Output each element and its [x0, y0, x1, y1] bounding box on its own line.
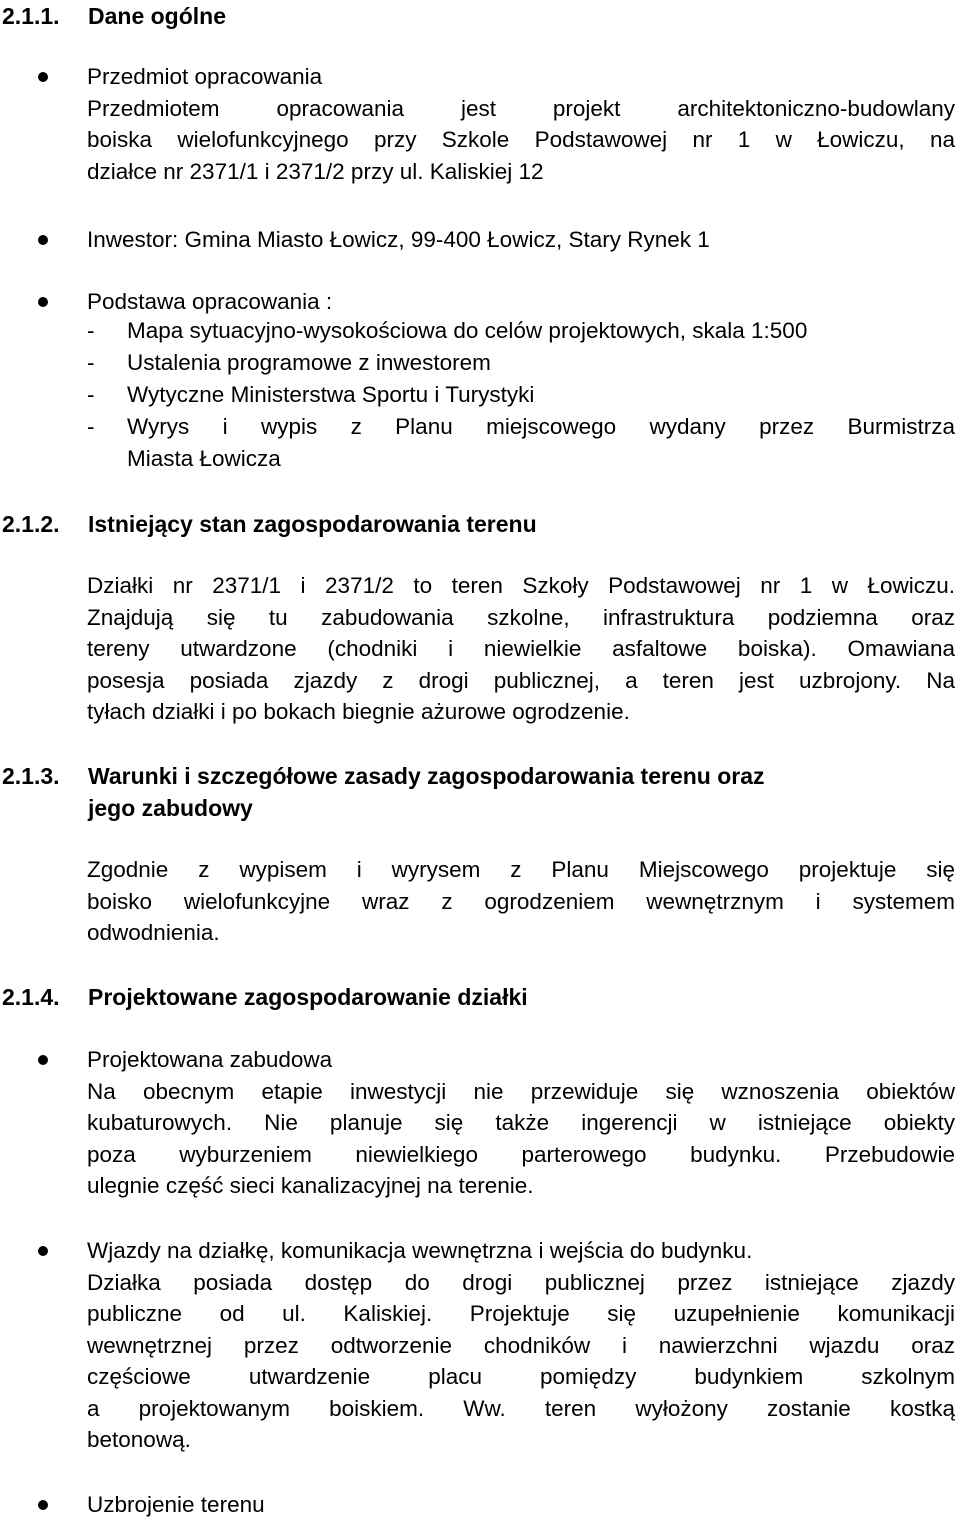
paragraph-warunki [87, 854, 955, 949]
bullet-icon [38, 1055, 48, 1065]
section-number: 2.1.4. [2, 984, 60, 1010]
paragraph-line: Na obecnym etapie inwestycji nie przewiduje się wznoszenia obiektów [87, 1078, 955, 1104]
dash-marker: - [87, 318, 95, 343]
paragraph-line: Działka posiada dostęp do drogi publicznej przez istniejące zjazdy [87, 1269, 955, 1295]
paragraph-line: betonową. [87, 1427, 191, 1452]
paragraph-line: częściowe utwardzenie placu pomiędzy budynkiem szkolnym [87, 1364, 955, 1389]
bullet-title: Wjazdy na działkę, komunikacja wewnętrzna i wejścia do budynku. [87, 1238, 753, 1263]
bullet-item-wjazdy [87, 1235, 955, 1456]
paragraph-line: kubaturowych. Nie planuje się także ingerencji w istniejące obiekty [87, 1110, 955, 1135]
bullet-icon [38, 235, 48, 245]
dash-item-text: Wytyczne Ministerstwa Sportu i Turystyki [127, 382, 535, 407]
dash-list-item [87, 318, 955, 350]
paragraph-line: publiczne od ul. Kaliskiej. Projektuje się uzupełnienie komunikacji [87, 1301, 955, 1326]
dash-marker: - [87, 382, 95, 407]
section-title [88, 760, 958, 824]
dash-list-item [87, 414, 955, 446]
dash-list-item-continuation [87, 446, 955, 478]
paragraph-line: Działki nr 2371/1 i 2371/2 to teren Szkoły Podstawowej nr 1 w Łowiczu. [87, 573, 955, 598]
section-title-line: jego zabudowy [88, 795, 253, 821]
bullet-title: Uzbrojenie terenu [87, 1492, 265, 1517]
paragraph-line: Przedmiotem opracowania jest projekt architektoniczno-budowlany [87, 95, 955, 121]
dash-marker: - [87, 414, 95, 439]
paragraph-line: tereny utwardzone (chodniki i niewielkie asfaltowe boiska). Omawiana [87, 636, 955, 661]
bullet-icon [38, 297, 48, 307]
bullet-title: Podstawa opracowania : [87, 289, 333, 314]
paragraph-line: ulegnie część sieci kanalizacyjnej na terenie. [87, 1173, 534, 1198]
dash-list-item [87, 350, 955, 382]
paragraph-line: wewnętrznej przez odtworzenie chodników i nawierzchni wjazdu oraz [87, 1332, 955, 1358]
paragraph-istniejacy-stan [87, 570, 955, 728]
paragraph-line: tyłach działki i po bokach biegnie ażurowe ogrodzenie. [87, 699, 630, 724]
dash-marker: - [87, 350, 95, 375]
bullet-text: Inwestor: Gmina Miasto Łowicz, 99-400 Łowicz, Stary Rynek 1 [87, 227, 710, 252]
section-title-line: Warunki i szczegółowe zasady zagospodarowania terenu oraz [88, 763, 765, 789]
paragraph-line: odwodnienia. [87, 920, 220, 945]
section-title: Dane ogólne [88, 3, 227, 29]
bullet-item-inwestor [87, 224, 955, 256]
bullet-icon [38, 72, 48, 82]
paragraph-line: boisko wielofunkcyjne wraz z ogrodzeniem wewnętrznym i systemem [87, 888, 955, 914]
bullet-item-uzbrojenie [87, 1489, 955, 1521]
section-title: Istniejący stan zagospodarowania terenu [88, 511, 537, 537]
dash-item-text: Mapa sytuacyjno-wysokościowa do celów projektowych, skala 1:500 [127, 318, 808, 343]
bullet-item-projektowana-zabudowa [87, 1044, 955, 1202]
bullet-title: Projektowana zabudowa [87, 1047, 333, 1072]
paragraph-line: posesja posiada zjazdy z drogi publicznej, a teren jest uzbrojony. Na [87, 667, 955, 693]
bullet-icon [38, 1246, 48, 1256]
bullet-title: Przedmiot opracowania [87, 64, 323, 89]
paragraph-line: Znajdują się tu zabudowania szkolne, infrastruktura podziemna oraz [87, 604, 955, 630]
paragraph-line: boiska wielofunkcyjnego przy Szkole Podstawowej nr 1 w Łowiczu, na [87, 127, 955, 152]
bullet-item-przedmiot [87, 61, 955, 187]
bullet-icon [38, 1500, 48, 1510]
paragraph-line: działce nr 2371/1 i 2371/2 przy ul. Kaliskiej 12 [87, 158, 544, 184]
dash-item-text: Wyrys i wypis z Planu miejscowego wydany przez Burmistrza [127, 414, 955, 439]
dash-item-text: Miasta Łowicza [127, 446, 281, 471]
bullet-item-podstawa [87, 286, 955, 318]
section-title: Projektowane zagospodarowanie działki [88, 984, 528, 1010]
paragraph-line: poza wyburzeniem niewielkiego parterowego budynku. Przebudowie [87, 1141, 955, 1167]
section-number: 2.1.2. [2, 511, 60, 537]
paragraph-line: Zgodnie z wypisem i wyrysem z Planu Miejscowego projektuje się [87, 857, 955, 882]
section-number: 2.1.1. [2, 3, 60, 29]
dash-item-text: Ustalenia programowe z inwestorem [127, 350, 491, 375]
dash-list-item [87, 382, 955, 414]
paragraph-line: a projektowanym boiskiem. Ww. teren wyłożony zostanie kostką [87, 1395, 955, 1421]
section-number: 2.1.3. [2, 763, 60, 789]
